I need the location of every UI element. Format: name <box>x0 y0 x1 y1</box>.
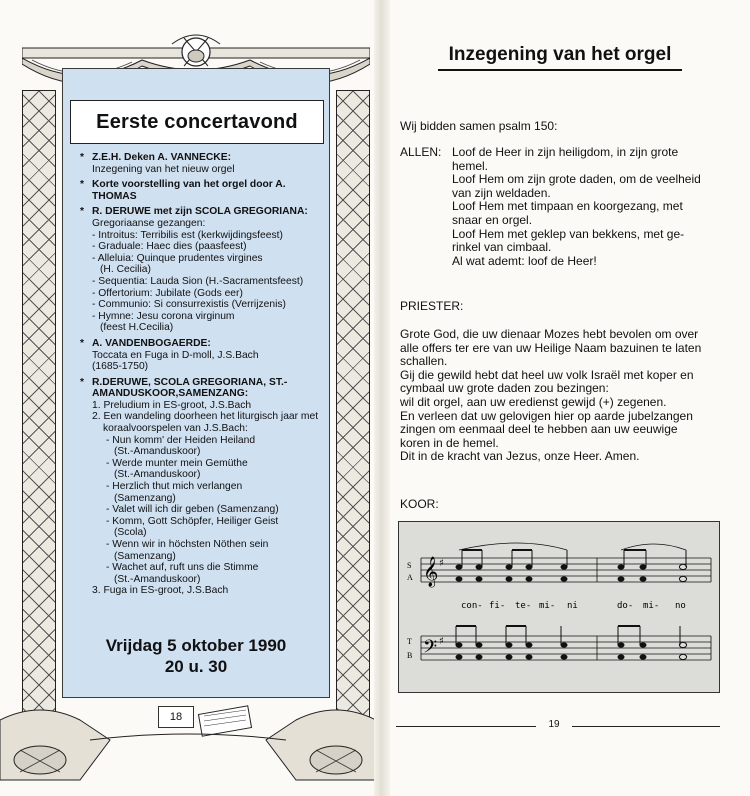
program-item: * R.DERUWE, SCOLA GREGORIANA, ST.-AMANDUSKOOR,SAMENZANG: 1. Preludium in ES-groot, J.S.Bach 2. Een wandeling doorheen het liturgisch jaar met koraalvoorspelen van J.S.Bach: - Nun komm' der Heiden Heiland (St.-Amanduskoor) - Werde munter mein Gemüthe (St.-Amanduskoor) - Herzlich thut mich verlangen (Samenzang) - Valet will ich dir geben (Samenzang) - Komm, Gott Schöpfer, Heiliger Geist (Scola) - Wenn wir in höchsten Nöthen sein (Samenzang) - Wachet auf, ruft uns die Stimme (St.-Amanduskoor) 3. Fuga in ES-groot, J.S.Bach <box>80 376 319 597</box>
program-item: * A. VANDENBOGAERDE: Toccata en Fuga in D-moll, J.S.Bach (1685-1750) <box>80 337 259 373</box>
program-item-head: Z.E.H. Deken A. VANNECKE: <box>92 152 232 163</box>
psalm-text: Loof de Heer in zijn heiligdom, in zijn grote hemel. Loof Hem om zijn grote daden, om de veelheid van zijn weldaden. Loof Hem met timpaan en koorgezang, met snaar en orgel. Loof Hem met geklep van bekkens, met ge- rinkel van cimbaal. Al wat ademt: loof de Heer! <box>452 145 701 268</box>
lyric-syllable: do- <box>617 601 634 611</box>
program-item-head: Korte voorstelling van het orgel door A. THOMAS <box>92 179 286 202</box>
program-item: * R. DERUWE met zijn SCOLA GREGORIANA: Gregoriaanse gezangen: - Introitus: Terribilis est (kerkwijdingsfeest) - Graduale: Haec dies (paasfeest) - Alleluia: Quinque prudentes virgines (H. Cecilia) - Sequentia: Lauda Sion (H.-Sacramentsfeest) - Offertorium: Jubilate (Gods eer) - Communio: Si consurrexistis (Verrijzenis) - Hymne: Jesu corona virginum (feest H.Cecilia) <box>80 206 308 334</box>
lyric-syllable: mi- <box>539 601 556 611</box>
program-item-head: R. DERUWE met zijn SCOLA GREGORIANA: <box>92 206 308 218</box>
title-underline <box>438 69 682 71</box>
staff-label: T <box>407 637 412 646</box>
music-score <box>398 521 720 693</box>
program-item: * Z.E.H. Deken A. VANNECKE: Inzegening van het nieuw orgel <box>80 152 235 175</box>
page-number-right: 19 <box>540 719 568 730</box>
psalm-intro: Wij bidden samen psalm 150: <box>400 119 558 133</box>
page-number-right-row <box>390 719 720 733</box>
concert-date: Vrijdag 5 oktober 1990 <box>105 636 287 655</box>
concert-title-box <box>70 100 324 144</box>
staff-label: B <box>407 651 413 660</box>
lyric-syllable: con- <box>461 601 483 611</box>
treble-clef-icon: 𝄞 <box>423 557 439 587</box>
program-item-head: R.DERUWE, SCOLA GREGORIANA, ST.-AMANDUSKOOR,SAMENZANG: <box>92 376 288 400</box>
program-item-head: A. VANDENBOGAERDE: <box>92 337 211 349</box>
right-page-title: Inzegening van het orgel <box>448 44 672 65</box>
sharp-icon: ♯ <box>439 636 444 647</box>
prayer-text: Grote God, die uw dienaar Mozes hebt bevolen om over alle offers ter ere van uw Heilige Naam bazuinen te laten schallen. Gij die gewild hebt dat heel uw volk Israël met koper en cymbaal uw grote daden zou bezingen: wil dit orgel, aan uw eredienst gewijd (+) zegenen. En verleen dat uw gelovigen hier op aarde jubelzangen zingen om eenmaal deel te hebben aan uw eeuwige koren in de hemel. Dit in de kracht van Jezus, onze Heer. Amen. <box>400 327 702 464</box>
bass-clef-icon: 𝄢 <box>423 637 438 662</box>
staff-label: A <box>407 573 413 582</box>
right-page <box>390 0 750 796</box>
staff-label: S <box>407 561 412 570</box>
allen-label: ALLEN: <box>400 145 442 159</box>
page-fold <box>374 0 390 796</box>
lyric-syllable: ni <box>567 601 578 611</box>
score-notation <box>399 522 718 691</box>
lyric-syllable: fi- <box>489 601 506 611</box>
page-number-left: 18 <box>158 706 194 728</box>
program-list <box>80 152 330 601</box>
lyric-syllable: te- <box>515 601 532 611</box>
bottom-instruments-ornament <box>0 680 376 796</box>
program-item: * Korte voorstelling van het orgel door A. THOMAS <box>80 179 286 202</box>
priester-label: PRIESTER: <box>400 299 464 313</box>
concert-time: 20 u. 30 <box>164 657 228 676</box>
right-pillar-ornament <box>336 90 370 740</box>
lyric-syllable: mi- <box>643 601 660 611</box>
sharp-icon: ♯ <box>439 558 444 569</box>
concert-title: Eerste concertavond <box>96 110 298 133</box>
koor-label: KOOR: <box>400 497 439 511</box>
lyric-syllable: no <box>675 601 686 611</box>
left-pillar-ornament <box>22 90 56 740</box>
